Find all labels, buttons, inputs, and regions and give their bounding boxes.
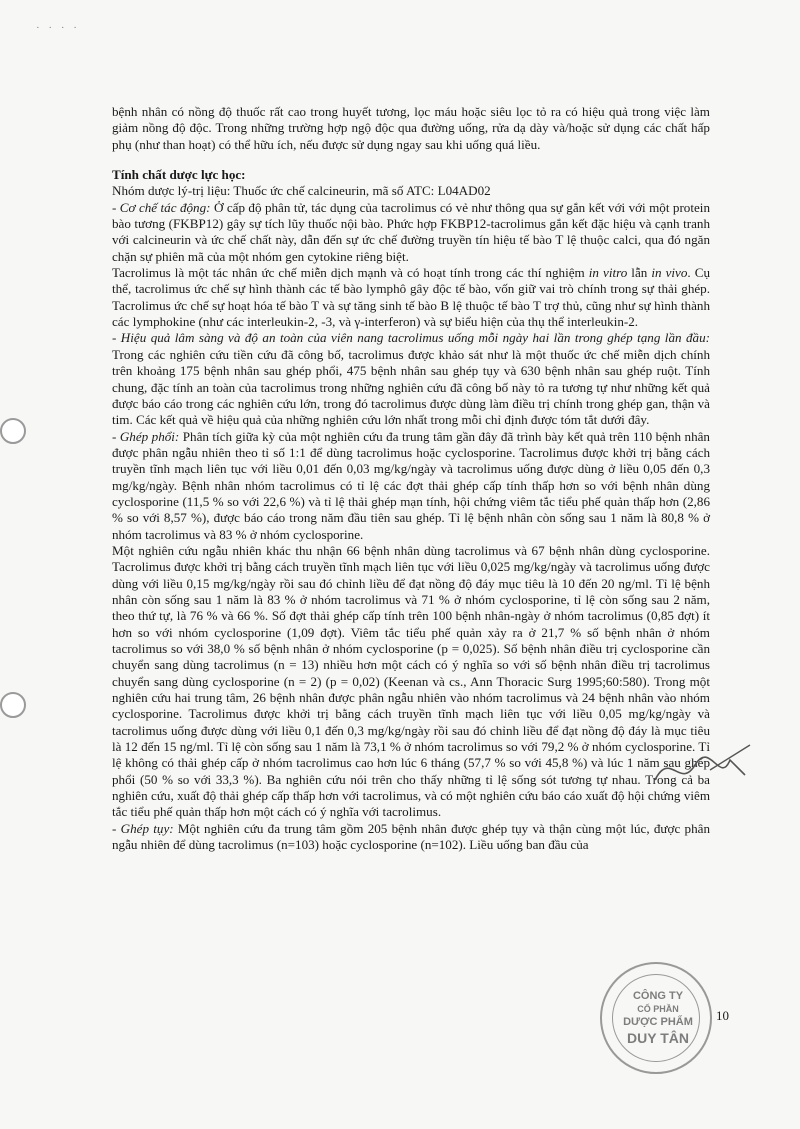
immuno-text: Tacrolimus là một tác nhân ức chế miễn dịch mạnh và có hoạt tính trong các thí nghiệm [112, 265, 589, 281]
binder-hole-bottom [0, 692, 26, 718]
mechanism-label: - Cơ chế tác động: [112, 199, 211, 215]
intro-line: việc làm giảm nồng độ độc. Trong những trường hợp ngộ độc qua đường uống, rửa dạ dày và/hoặc sử [112, 104, 710, 136]
immunosuppression-paragraph [112, 265, 710, 330]
seal-line-1: CÔNG TY [632, 990, 684, 1002]
in-vitro-term: in vitro [588, 265, 628, 281]
efficacy-label: - Hiệu quả lâm sàng và độ an toàn của viên nang tacrolimus uống mỗi ngày hai lần trong ghép tạng lần đầu: [112, 330, 710, 346]
document-body [112, 104, 710, 853]
company-seal [600, 962, 712, 1074]
efficacy-paragraph [112, 330, 710, 428]
lung-transplant-text: Phân tích giữa kỳ của một nghiên cứu đa trung tâm gần đây đã trình bày kết quả trên 110 bệnh nhân được phân ngẫu nhiên theo tỉ số 1:1 để dùng tacrolimus hoặc cyclosporine. Tacrolimus được khởi trị bằng cách truyền tĩnh mạch liên tục với liều 0,01 đến 0,03 mg/kg/ngày và tacrolimus uống được dùng ở liều 0,05 đến 0,3 mg/kg/ngày. Bệnh nhân nhóm tacrolimus có tỉ lệ các đợt thải ghép cấp tính thấp hơn so với bệnh nhân dùng cyclosporine (11,5 % so với 22,6 %) và tỉ lệ thải ghép mạn tính, hội chứng viêm tắc tiểu phế quản thấp hơn (2,86 % so với 8,57 %), được báo cáo trong năm đầu tiên sau ghép. Tỉ lệ bệnh nhân còn sống sau 1 năm là 80,8 % ở nhóm tacrolimus và 83 % ở nhóm cyclosporine. [112, 428, 710, 542]
efficacy-text: Trong các nghiên cứu tiền cứu đã công bố, tacrolimus được khảo sát như là một thuốc ức chế miễn dịch chính trên khoảng 175 bệnh nhân sau ghép phổi, 475 bệnh nhân sau ghép tụy và 630 bệnh nhân sau ghép ruột. Tính chung, đặc tính an toàn của tacrolimus trong những nghiên cứu đã công bố này tỏ ra tương tự như những kết quả được báo cáo trong các nghiên cứu lớn, trong đó tacrolimus được dùng làm điều trị chính trong ghép gan, thận và tim. Các kết quả về hiệu quả của những nghiên cứu lớn nhất trong mỗi chỉ định được tóm tắt dưới đây. [112, 346, 710, 428]
seal-line-3: DƯỢC PHẨM [623, 1016, 693, 1028]
intro-line: bệnh nhân có nồng độ thuốc rất cao trong huyết tương, lọc máu hoặc siêu lọc tỏ ra có hiệu quả trong [112, 104, 660, 119]
seal-line-2: CỔ PHẦN [637, 1004, 679, 1014]
intro-line: dụng các chất hấp phụ (như than hoạt) có thể hữu ích, nếu được sử dụng ngay sau khi uống quá liều. [112, 120, 710, 152]
section-heading: Tính chất dược lực học: [112, 167, 246, 183]
scan-marks: · · · · [36, 22, 80, 34]
in-vivo-term: in vivo [651, 265, 688, 281]
binder-hole-top [0, 418, 26, 444]
immuno-text: . Cụ thể, tacrolimus ức chế sự hình thành các tế bào lymphô gây độc tế bào, vốn giữ vai trò chính trong sự thải ghép. Tacrolimus ức chế sự hoạt hóa tế bào T và sự tăng sinh tế bào B lệ thuộc tế bào T trợ thủ, cũng như sự hình thành các lymphokine (như các interleukin-2, -3, và γ-interferon) và sự biểu hiện của thụ thể interleukin-2. [112, 265, 711, 330]
pancreas-transplant-label: - Ghép tụy: [112, 820, 174, 836]
handwritten-signature [650, 740, 760, 800]
pancreas-transplant-text: Một nghiên cứu đa trung tâm gồm 205 bệnh nhân được ghép tụy và thận cùng một lúc, được phân ngẫu nhiên để dùng tacrolimus (n=103) hoặc cyclosporine (n=102). Liều uống ban đầu của [112, 820, 710, 853]
lung-transplant-label: - Ghép phổi: [112, 428, 180, 444]
mechanism-paragraph [112, 200, 710, 265]
drug-group-line: Nhóm dược lý-trị liệu: Thuốc ức chế calcineurin, mã số ATC: L04AD02 [112, 183, 491, 199]
second-study-paragraph: Một nghiên cứu ngẫu nhiên khác thu nhận 66 bệnh nhân dùng tacrolimus và 67 bệnh nhân dùng cyclosporine. Tacrolimus được khởi trị bằng cách truyền tĩnh mạch liên tục với liều 0,025 mg/kg/ngày và tacrolimus uống được dùng với liều 0,15 mg/kg/ngày rồi sau đó chỉnh liều để đạt nồng độ đáy mục tiêu là 10 đến 20 ng/ml. Tỉ lệ bệnh nhân còn sống sau 1 năm là 83 % ở nhóm tacrolimus và 71 % ở nhóm cyclosporine, tỉ lệ còn sống sau 2 năm, theo thứ tự, là 76 % và 66 %. Số đợt thải ghép cấp tính trên 100 bệnh nhân-ngày ở nhóm tacrolimus (0,85 đợt) ít hơn so với nhóm cyclosporine (1,09 đợt). Viêm tắc tiểu phế quản xảy ra ở 21,7 % số bệnh nhân ở nhóm tacrolimus so với 38,0 % số bệnh nhân ở nhóm cyclosporine (p = 0,025). Số bệnh nhân điều trị cyclosporine cần chuyển sang dùng tacrolimus (n = 13) nhiều hơn một cách có ý nghĩa so với số bệnh nhân điều trị tacrolimus chuyển sang dùng cyclosporine (n = 2) (p = 0,02) (Keenan và cs., Ann Thoracic Surg 1995;60:580). Trong một nghiên cứu hai trung tâm, 26 bệnh nhân được phân ngẫu nhiên vào nhóm tacrolimus và 24 bệnh nhân vào nhóm cyclosporine. Tacrolimus được khởi trị bằng cách truyền tĩnh mạch liên tục với liều 0,05 mg/kg/ngày và tacrolimus uống được dùng với liều 0,1 đến 0,3 mg/kg/ngày rồi sau đó chỉnh liều để đạt nồng độ đáy là mục tiêu là 12 đến 15 ng/ml. Tỉ lệ còn sống sau 1 năm là 73,1 % ở nhóm tacrolimus so với 79,2 % ở nhóm cyclosporine. Tỉ lệ không có thải ghép cấp ở nhóm tacrolimus cao hơn lúc 6 tháng (57,7 % so với 45,8 %) và lúc 1 năm sau ghép phổi (50 % so với 33,3 %). Ba nghiên cứu nói trên cho thấy những tỉ lệ sống sót tương tự nhau. Trong cả ba nghiên cứu, xuất độ thải ghép cấp thấp hơn với tacrolimus, và có một nghiên cứu báo cáo xuất độ hội chứng viêm tắc tiểu phế quản thấp hơn một cách có ý nghĩa với tacrolimus. [112, 542, 710, 820]
intro-paragraph [112, 104, 710, 153]
pancreas-transplant-paragraph [112, 821, 710, 854]
lung-transplant-paragraph [112, 429, 710, 543]
immuno-text: lẫn [627, 265, 652, 281]
mechanism-text: Ở cấp độ phân tử, tác dụng của tacrolimus có vẻ như thông qua sự gắn kết với với một protein bào tương (FKBP12) gây sự tích lũy thuốc nội bào. Phức hợp FKBP12-tacrolimus gắn kết đặc hiệu và cạnh tranh với calcineurin và ức chế chất này, dẫn đến sự ức chế đường truyền tín hiệu tế bào T lệ thuộc calci, qua đó ngăn chặn sự phiên mã của một nhóm gen cytokine riêng biệt. [112, 199, 710, 264]
seal-line-4: DUY TÂN [627, 1030, 689, 1046]
page-number: 10 [716, 1008, 729, 1023]
